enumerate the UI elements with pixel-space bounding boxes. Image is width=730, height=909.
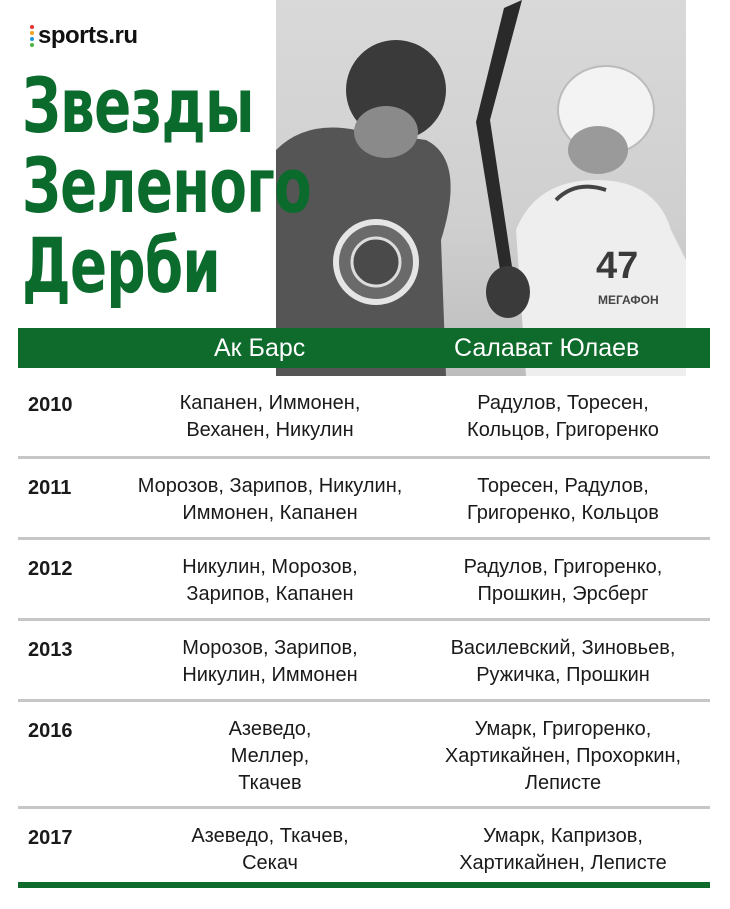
table-row [18,621,710,702]
row-year: 2011 [28,477,72,499]
salavat-players: Умарк, Григоренко, Хартикайнен, Прохоркин, Леписте [444,718,682,794]
row-year: 2010 [28,394,73,416]
salavat-players: Василевский, Зиновьев, Ружичка, Прошкин [450,637,676,686]
salavat-players: Торесен, Радулов, Григоренко, Кольцов [467,475,659,524]
logo-dots-icon [30,25,34,47]
ak-bars-players: Никулин, Морозов, Зарипов, Капанен [182,556,358,605]
ak-bars-players: Азеведо, Ткачев, Секач [191,825,349,874]
salavat-players: Радулов, Григоренко, Прошкин, Эрсберг [463,556,663,605]
ak-bars-players: Морозов, Зарипов, Никулин, Иммонен, Капанен [137,475,403,524]
table-header [18,328,710,368]
ak-bars-players: Морозов, Зарипов, Никулин, Иммонен [182,637,358,686]
title-line: Зеленого [22,141,312,230]
stars-table [18,376,710,889]
logo-text: sports.ru [38,22,138,49]
ak-bars-players: Капанен, Иммонен, Веханен, Никулин [179,392,361,441]
table-row [18,459,710,540]
row-year: 2012 [28,558,73,580]
table-row [18,540,710,621]
jersey-number: 47 [596,245,639,287]
jersey-sponsor: МЕГАФОН [598,293,659,307]
table-row [18,809,710,889]
title-line: Звезды [22,61,254,150]
hockey-players-photo [276,0,686,376]
sports-ru-logo[interactable] [30,22,138,50]
salavat-players: Радулов, Торесен, Кольцов, Григоренко [467,392,659,441]
table-row [18,702,710,809]
table-row [18,376,710,459]
row-year: 2017 [28,827,73,849]
header-ak-bars: Ак Барс [214,334,306,362]
page-title [22,61,312,310]
title-line: Дерби [22,221,220,310]
bottom-divider [18,882,710,888]
header-salavat: Салават Юлаев [454,334,640,362]
row-year: 2016 [28,720,73,742]
salavat-players: Умарк, Капризов, Хартикайнен, Леписте [459,825,667,874]
row-year: 2013 [28,639,73,661]
ak-bars-players: Азеведо, Меллер, Ткачев [228,718,312,794]
